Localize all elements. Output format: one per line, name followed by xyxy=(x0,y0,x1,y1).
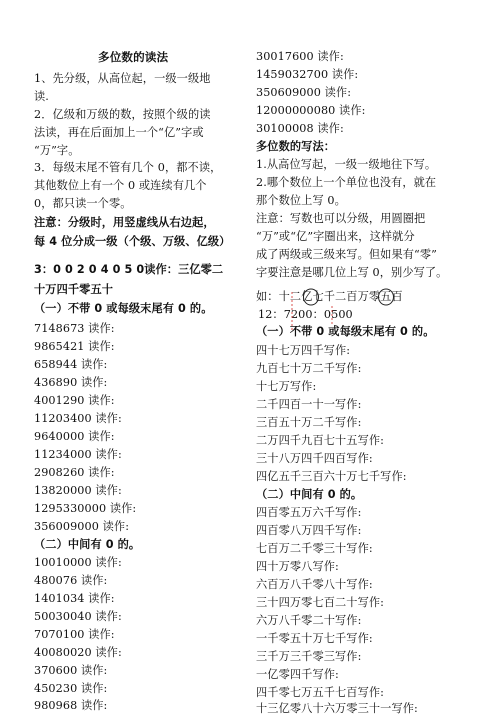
writing-rule-line: 字要注意是哪几位上写 0，别少写了。 xyxy=(256,266,448,279)
reading-example: 3：0 0 2 0 4 0 5 0读作：三亿零二 xyxy=(34,263,224,276)
reading-rule-line: 其他数位上有一个 0 或连续有几个 xyxy=(34,179,207,192)
exercise-item: 三十四万零七百二十写作: xyxy=(256,596,385,609)
writing-rule-line: 注意：写数也可以分级，用圆圈把 xyxy=(256,212,426,225)
exercise-item: 9865421 读作: xyxy=(34,340,115,353)
exercise-item: 7148673 读作: xyxy=(34,322,115,335)
exercise-item: 50030040 读作: xyxy=(34,610,122,623)
exercise-item: 40080020 读作: xyxy=(34,646,122,659)
exercise-item: 二千四百一十一写作: xyxy=(256,398,362,411)
exercise-item: 13820000 读作: xyxy=(34,484,122,497)
exercise-item: 436890 读作: xyxy=(34,376,108,389)
exercise-item: 四十万零八写作: xyxy=(256,560,339,573)
section-heading: （一）不带 0 或每级末尾有 0 的。 xyxy=(256,325,435,338)
reading-title: 多位数的读法 xyxy=(98,50,169,64)
reading-rule-line: “万”字。 xyxy=(34,144,80,157)
exercise-item: 四百零五万六千写作: xyxy=(256,506,362,519)
writing-rule-line: 成了两级或三级来写。但如果有“零” xyxy=(256,248,437,261)
exercise-item: 六百万八千零八十写作: xyxy=(256,578,373,591)
exercise-item: 10010000 读作: xyxy=(34,556,122,569)
exercise-item: 六万八千零二十写作: xyxy=(256,614,362,627)
exercise-item: 1295330000 读作: xyxy=(34,502,137,515)
exercise-item: 四亿五千三百六十万七千写作: xyxy=(256,470,407,483)
exercise-item: 一亿零四千写作: xyxy=(256,668,339,681)
exercise-item: 7070100 读作: xyxy=(34,628,115,641)
exercise-item: 四十七万四千写作: xyxy=(256,344,351,357)
section-heading: （一）不带 0 或每级末尾有 0 的。 xyxy=(34,302,213,315)
reading-rule-line: 2．亿级和万级的数，按照个级的读 xyxy=(34,108,211,121)
writing-example-digits: 12：7200：0500 xyxy=(258,308,353,321)
exercise-item: 三千万三千零三写作: xyxy=(256,650,362,663)
exercise-item: 370600 读作: xyxy=(34,664,108,677)
exercise-item: 980968 读作: xyxy=(34,699,108,712)
exercise-item: 450230 读作: xyxy=(34,682,108,695)
reading-note: 每 4 位分成一级（个级、万级、亿级） xyxy=(34,235,231,248)
example-annotation xyxy=(256,0,492,340)
exercise-item: 11234000 读作: xyxy=(34,448,122,461)
writing-title: 多位数的写法： xyxy=(256,140,336,153)
reading-rule-line: 0，都只读一个零。 xyxy=(34,197,132,210)
writing-example-words: 如：十二亿七千二百万零五百 xyxy=(256,290,403,303)
section-heading: （二）中间有 0 的。 xyxy=(256,488,363,501)
reading-rule-line: 法读，再在后面加上一个“亿”字或 xyxy=(34,126,204,139)
exercise-item: 十三亿零八十六万零三十一写作: xyxy=(256,702,418,715)
writing-rule-line: “万”或“亿”字圈出来，这样就分 xyxy=(256,230,415,243)
exercise-item: 九百七十万二千写作: xyxy=(256,362,362,375)
exercise-item: 四百零八万四千写作: xyxy=(256,524,362,537)
exercise-item: 480076 读作: xyxy=(34,574,108,587)
exercise-item: 三百五十万二千写作: xyxy=(256,416,362,429)
exercise-item: 11203400 读作: xyxy=(34,412,122,425)
reading-rule-line: 读. xyxy=(34,90,49,103)
writing-rule-line: 那个数位上写 0。 xyxy=(256,194,346,207)
exercise-item: 一千零五十万七千写作: xyxy=(256,632,373,645)
exercise-item: 9640000 读作: xyxy=(34,430,115,443)
reading-example: 十万四千零五十 xyxy=(34,283,114,296)
reading-rule-line: 1、先分级，从高位起，一级一级地 xyxy=(34,72,211,85)
exercise-item: 1401034 读作: xyxy=(34,592,115,605)
exercise-item: 十七万写作: xyxy=(256,380,317,393)
reading-rule-line: 3．每级末尾不管有几个 0，都不读， xyxy=(34,161,222,174)
exercise-item: 30017600 读作: xyxy=(256,50,344,63)
exercise-item: 四千零七万五千七百写作: xyxy=(256,686,385,699)
exercise-item: 1459032700 读作: xyxy=(256,68,359,81)
writing-rule-line: 1.从高位写起，一级一级地往下写。 xyxy=(256,158,437,171)
section-heading: （二）中间有 0 的。 xyxy=(34,538,141,551)
exercise-item: 356009000 读作: xyxy=(34,520,130,533)
exercise-item: 二万四千九百七十五写作: xyxy=(256,434,385,447)
exercise-item: 12000000080 读作: xyxy=(256,104,366,117)
exercise-item: 2908260 读作: xyxy=(34,466,115,479)
exercise-item: 350609000 读作: xyxy=(256,86,352,99)
reading-note: 注意：分级时，用竖虚线从右边起， xyxy=(34,216,215,229)
exercise-item: 4001290 读作: xyxy=(34,394,115,407)
exercise-item: 三十八万四千四百写作: xyxy=(256,452,373,465)
exercise-item: 30100008 读作: xyxy=(256,122,344,135)
exercise-item: 658944 读作: xyxy=(34,358,108,371)
exercise-item: 七百万二千零三十写作: xyxy=(256,542,373,555)
writing-rule-line: 2.哪个数位上一个单位也没有，就在 xyxy=(256,176,437,189)
